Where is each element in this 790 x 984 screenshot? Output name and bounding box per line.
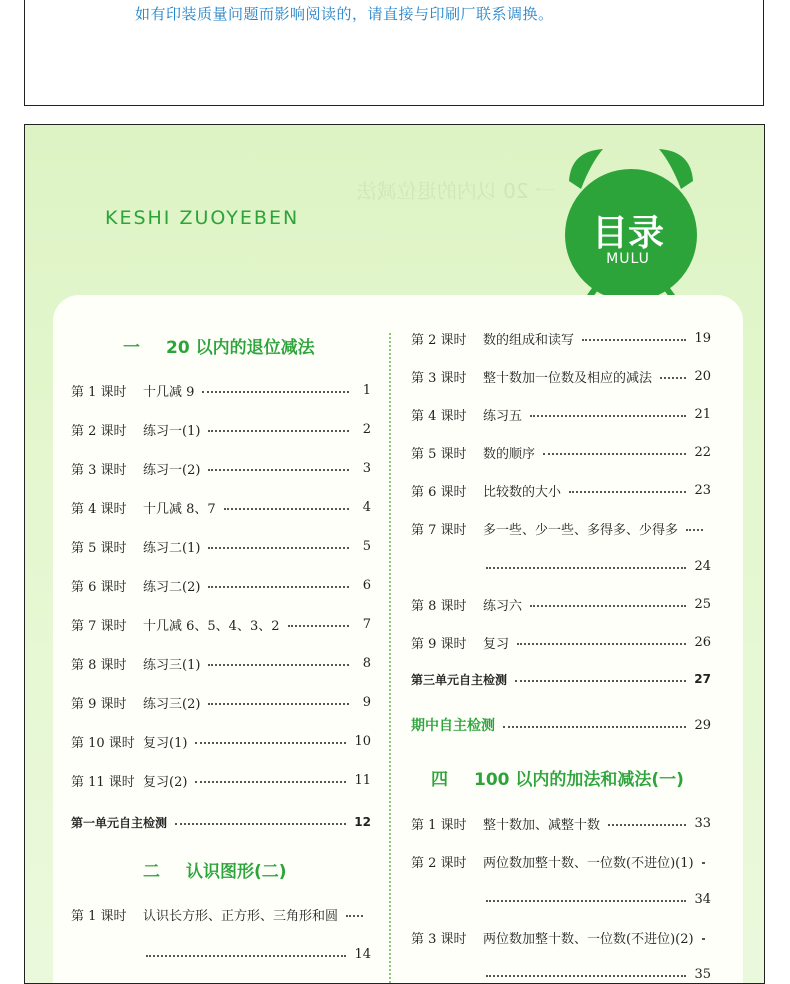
lesson-number: 第 1 课时 <box>71 908 127 924</box>
contents-title: 目录 <box>591 213 664 254</box>
lesson-number: 第 11 课时 <box>71 774 135 790</box>
lesson-number: 第 2 课时 <box>71 423 127 439</box>
leader-dots <box>582 339 686 341</box>
lesson-number: 第 1 课时 <box>71 384 127 400</box>
toc-row <box>411 441 711 463</box>
page-number: 21 <box>694 406 711 422</box>
entry-title: 练习一(2) <box>143 462 201 478</box>
leader-dots <box>195 742 346 744</box>
toc-row <box>71 903 371 925</box>
leader-dots <box>530 415 686 417</box>
toc-row-continued <box>411 555 711 577</box>
lesson-number: 第 3 课时 <box>71 462 127 478</box>
unit-test-row <box>71 811 371 833</box>
entry-title: 两位数加整十数、一位数(不进位)(2) <box>483 931 694 947</box>
contents-subtitle: MULU <box>606 251 650 267</box>
lesson-number: 第 3 课时 <box>411 370 467 386</box>
entry-title: 整十数加、减整十数 <box>483 817 601 833</box>
toc-row-continued <box>411 888 711 910</box>
page-number: 22 <box>694 444 711 460</box>
entry-title: 复习 <box>483 636 510 652</box>
page-number: 33 <box>694 815 711 831</box>
entry-title: 整十数加一位数及相应的减法 <box>483 370 653 386</box>
entry-title: 比较数的大小 <box>483 484 562 500</box>
toc-row <box>411 812 711 834</box>
page-number: 11 <box>354 772 371 788</box>
entry-title: 认识长方形、正方形、三角形和圆 <box>143 908 339 924</box>
page-number: 34 <box>694 891 711 907</box>
leader-dots <box>530 605 686 607</box>
contents-page <box>24 124 765 984</box>
leader-dots <box>515 680 686 682</box>
toc-row <box>71 613 371 635</box>
toc-row-continued <box>71 943 371 965</box>
toc-row <box>411 517 711 539</box>
entry-title: 复习(2) <box>143 774 188 790</box>
entry-title: 第一单元自主检测 <box>71 815 168 830</box>
page-number: 6 <box>362 577 371 593</box>
page-number: 5 <box>362 538 371 554</box>
lesson-number: 第 5 课时 <box>411 446 467 462</box>
entry-title: 数的顺序 <box>483 446 536 462</box>
page-number: 19 <box>694 330 711 346</box>
leader-dots <box>702 862 703 864</box>
lesson-number: 第 3 课时 <box>411 931 467 947</box>
leader-dots <box>208 430 349 432</box>
page-number: 12 <box>354 815 371 829</box>
brand-text: KESHI ZUOYEBEN <box>105 207 300 229</box>
toc-row <box>411 327 711 349</box>
leader-dots <box>202 391 349 393</box>
leader-dots <box>660 377 686 379</box>
toc-row <box>71 457 371 479</box>
entry-title: 练习三(2) <box>143 696 201 712</box>
lesson-number: 第 10 课时 <box>71 735 135 751</box>
entry-title: 十几减 9 <box>143 384 195 400</box>
page-number: 8 <box>362 655 371 671</box>
entry-title: 十几减 8、7 <box>143 501 216 517</box>
lesson-number: 第 4 课时 <box>71 501 127 517</box>
leader-dots <box>702 938 703 940</box>
entry-title: 第三单元自主检测 <box>411 672 508 687</box>
toc-row <box>411 365 711 387</box>
leader-dots <box>517 643 686 645</box>
entry-title: 多一些、少一些、多得多、少得多 <box>483 522 679 538</box>
page-number: 25 <box>694 596 711 612</box>
page-number: 10 <box>354 733 371 749</box>
toc-row <box>71 496 371 518</box>
toc-row <box>71 574 371 596</box>
page-number: 29 <box>694 717 711 733</box>
leader-dots <box>208 703 349 705</box>
entry-title: 练习六 <box>483 598 523 614</box>
section-title: 认识图形(二) <box>186 862 287 882</box>
section-heading-2 <box>143 857 287 882</box>
bleed-through-text: 一 20 以内的退位减法 <box>356 179 555 203</box>
lesson-number: 第 6 课时 <box>411 484 467 500</box>
column-divider <box>389 333 391 983</box>
entry-title: 复习(1) <box>143 735 188 751</box>
top-panel <box>24 0 764 106</box>
entry-title: 练习二(2) <box>143 579 201 595</box>
page-number: 1 <box>362 382 371 398</box>
page-number: 35 <box>694 966 711 982</box>
toc-row <box>411 479 711 501</box>
leader-dots <box>608 824 686 826</box>
leader-dots <box>224 508 349 510</box>
entry-title: 十几减 6、5、4、3、2 <box>143 618 280 634</box>
toc-row <box>71 769 371 791</box>
leader-dots <box>503 726 686 728</box>
section-number: 二 <box>143 862 160 882</box>
page-number: 26 <box>694 634 711 650</box>
lesson-number: 第 1 课时 <box>411 817 467 833</box>
leader-dots <box>146 955 346 957</box>
toc-row <box>411 403 711 425</box>
section-heading-4 <box>431 765 684 790</box>
leader-dots <box>486 567 686 569</box>
page-number: 27 <box>694 672 711 686</box>
lesson-number: 第 9 课时 <box>71 696 127 712</box>
section-number: 四 <box>431 770 448 790</box>
leader-dots <box>543 453 686 455</box>
page-number: 3 <box>362 460 371 476</box>
toc-row <box>411 631 711 653</box>
lesson-number: 第 5 课时 <box>71 540 127 556</box>
leader-dots <box>175 823 346 825</box>
leader-dots <box>208 469 349 471</box>
leader-dots <box>208 664 349 666</box>
lesson-number: 第 8 课时 <box>411 598 467 614</box>
lesson-number: 第 8 课时 <box>71 657 127 673</box>
page-number: 14 <box>354 946 371 962</box>
lesson-number: 第 4 课时 <box>411 408 467 424</box>
section-number: 一 <box>123 338 140 358</box>
page-number: 9 <box>362 694 371 710</box>
entry-title: 练习二(1) <box>143 540 201 556</box>
page-number: 20 <box>694 368 711 384</box>
leader-dots <box>346 915 363 917</box>
lesson-number: 第 2 课时 <box>411 332 467 348</box>
leader-dots <box>288 625 350 627</box>
midterm-row <box>411 714 711 736</box>
leader-dots <box>686 529 703 531</box>
toc-row <box>71 652 371 674</box>
section-title: 20 以内的退位减法 <box>166 338 315 358</box>
entry-title: 练习一(1) <box>143 423 201 439</box>
toc-row <box>71 535 371 557</box>
page-number: 7 <box>362 616 371 632</box>
lesson-number: 第 6 课时 <box>71 579 127 595</box>
toc-row <box>411 850 711 872</box>
toc-row <box>71 730 371 752</box>
toc-row <box>71 418 371 440</box>
toc-row <box>411 926 711 948</box>
lesson-number: 第 7 课时 <box>411 522 467 538</box>
unit-test-row <box>411 668 711 690</box>
page-number: 4 <box>362 499 371 515</box>
section-title: 100 以内的加法和减法(一) <box>474 770 684 790</box>
leader-dots <box>195 781 346 783</box>
toc-row-continued <box>411 963 711 984</box>
toc-row <box>71 691 371 713</box>
toc-row <box>71 379 371 401</box>
page-number: 24 <box>694 558 711 574</box>
page-number: 2 <box>362 421 371 437</box>
leader-dots <box>569 491 686 493</box>
lesson-number: 第 7 课时 <box>71 618 127 634</box>
print-notice: 如有印装质量问题而影响阅读的，请直接与印刷厂联系调换。 <box>135 5 554 23</box>
entry-title: 练习三(1) <box>143 657 201 673</box>
leader-dots <box>486 900 686 902</box>
leader-dots <box>208 586 349 588</box>
toc-row <box>411 593 711 615</box>
section-heading-1 <box>123 333 315 358</box>
entry-title: 练习五 <box>483 408 523 424</box>
entry-title: 数的组成和读写 <box>483 332 575 348</box>
leader-dots <box>208 547 349 549</box>
lesson-number: 第 2 课时 <box>411 855 467 871</box>
entry-title: 期中自主检测 <box>411 718 495 734</box>
entry-title: 两位数加整十数、一位数(不进位)(1) <box>483 855 694 871</box>
lesson-number: 第 9 课时 <box>411 636 467 652</box>
page-number: 23 <box>694 482 711 498</box>
